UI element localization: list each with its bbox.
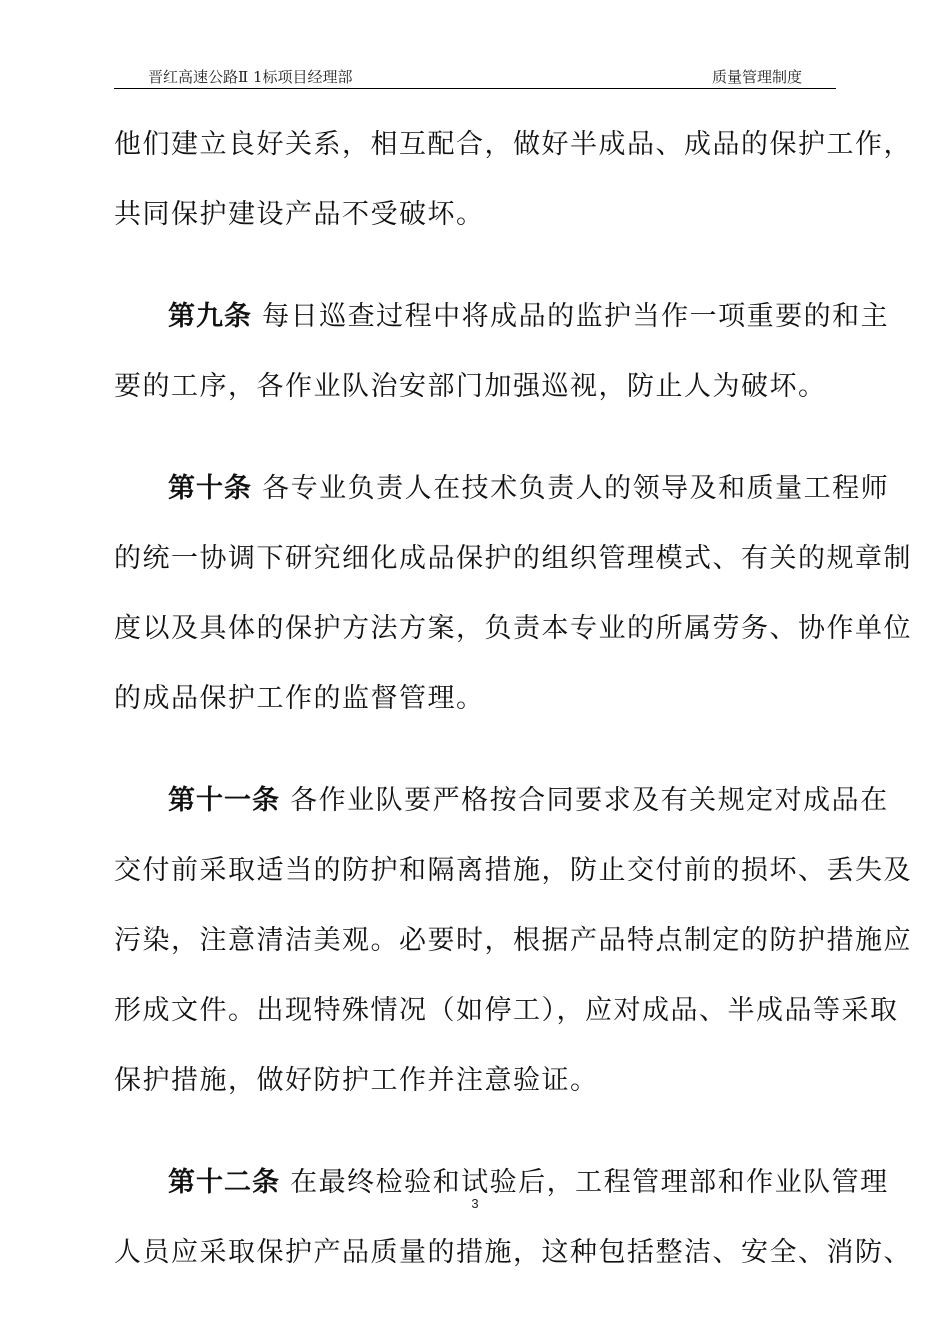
text-line: 要的工序，各作业队治安部门加强巡视，防止人为破坏。 [114, 371, 827, 402]
text-line: 度以及具体的保护方法方案，负责本专业的所属劳务、协作单位 [114, 613, 912, 644]
article-first-line [114, 774, 889, 844]
page-number: 3 [471, 1196, 479, 1211]
text-line: 交付前采取适当的防护和隔离措施，防止交付前的损坏、丢失及 [114, 855, 912, 886]
text-line: 污染，注意清洁美观。必要时，根据产品特点制定的防护措施应 [114, 925, 912, 956]
document-body [114, 118, 912, 1296]
text-line: 形成文件。出现特殊情况（如停工），应对成品、半成品等采取 [114, 995, 899, 1026]
header-project-name: 晋红高速公路Ⅱ 1标项目经理部 [148, 68, 353, 86]
text-run: 各专业负责人在技术负责人的领导及和质量工程师 [252, 473, 890, 504]
text-line: 的统一协调下研究细化成品保护的组织管理模式、有关的规章制 [114, 543, 912, 574]
article-first-line [114, 290, 890, 360]
text-line: 他们建立良好关系，相互配合，做好半成品、成品的保护工作， [114, 129, 912, 160]
text-line: 共同保护建设产品不受破坏。 [114, 199, 485, 230]
article-heading: 第十条 [168, 473, 252, 504]
text-line: 的成品保护工作的监督管理。 [114, 683, 485, 714]
article-heading: 第十一条 [168, 785, 280, 816]
text-run: 每日巡查过程中将成品的监护当作一项重要的和主 [252, 301, 890, 332]
page-header [114, 62, 836, 89]
text-line: 保护措施，做好防护工作并注意验证。 [114, 1065, 599, 1096]
header-doc-title: 质量管理制度 [711, 68, 802, 86]
article-heading: 第九条 [168, 301, 252, 332]
article-first-line [114, 1156, 889, 1226]
text-run: 各作业队要严格按合同要求及有关规定对成品在 [280, 785, 889, 816]
text-run: 在最终检验和试验后，工程管理部和作业队管理 [280, 1167, 889, 1198]
text-line: 人员应采取保护产品质量的措施，这种包括整洁、安全、消防、 [114, 1237, 912, 1268]
article-first-line [114, 462, 890, 532]
article-heading: 第十二条 [168, 1167, 280, 1198]
